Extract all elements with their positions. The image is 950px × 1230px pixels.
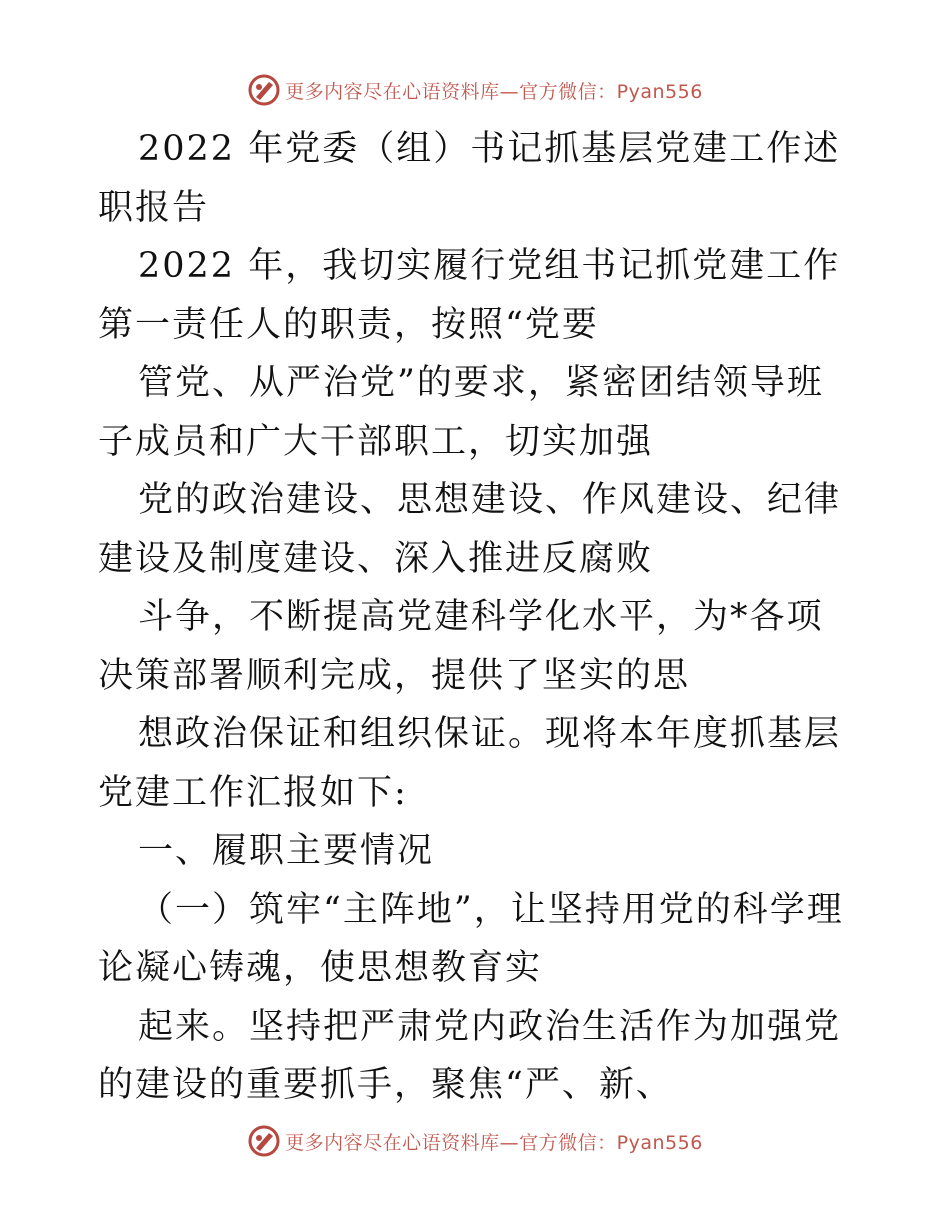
subsection-line: （一）筑牢“主阵地”，让坚持用党的科学理论凝心铸魂，使思想教育实 bbox=[98, 889, 844, 988]
watermark-text: 更多内容尽在心语资料库—官方微信：Pyan556 bbox=[285, 80, 703, 103]
watermark-footer bbox=[0, 1121, 950, 1161]
paragraph-line: 党的政治建设、思想建设、作风建设、纪律建设及制度建设、深入推进反腐败 bbox=[98, 480, 842, 579]
logo-icon bbox=[247, 1124, 281, 1158]
document-title: 2022 年党委（组）书记抓基层党建工作述职报告 bbox=[98, 129, 841, 228]
logo-icon bbox=[247, 73, 281, 107]
watermark-text: 更多内容尽在心语资料库—官方微信：Pyan556 bbox=[285, 1131, 703, 1154]
paragraph-line: 斗争，不断提高党建科学化水平，为*各项决策部署顺利完成，提供了坚实的思 bbox=[98, 597, 824, 696]
paragraph-line: 2022 年，我切实履行党组书记抓党建工作第一责任人的职责，按照“党要 bbox=[98, 246, 841, 345]
paragraph-line: 起来。坚持把严肃党内政治生活作为加强党的建设的重要抓手，聚焦“严、新、 bbox=[98, 1006, 842, 1105]
document-body bbox=[98, 120, 858, 1115]
section-heading: 一、履职主要情况 bbox=[138, 831, 435, 871]
watermark-header bbox=[0, 70, 950, 110]
paragraph-line: 管党、从严治党”的要求，紧密团结领导班子成员和广大干部职工，切实加强 bbox=[98, 363, 824, 462]
paragraph-line: 想政治保证和组织保证。现将本年度抓基层党建工作汇报如下: bbox=[98, 714, 842, 813]
